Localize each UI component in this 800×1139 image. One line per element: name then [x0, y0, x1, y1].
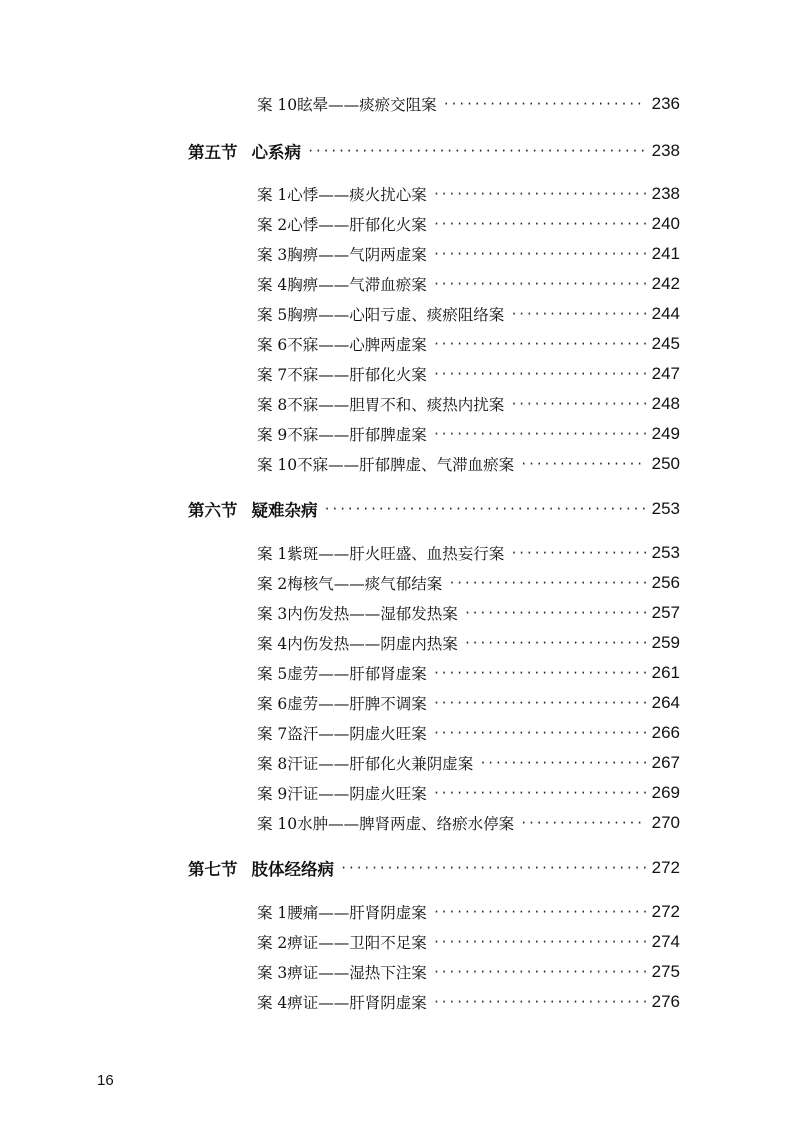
- case-number: 案 8: [257, 755, 288, 773]
- dot-leader: [433, 696, 646, 710]
- entry-page-number: 249: [651, 424, 680, 443]
- toc-section-entry: [188, 853, 680, 883]
- entry-title: 胸痹——气滞血瘀案: [287, 276, 427, 294]
- case-number: 案 7: [257, 725, 288, 743]
- dot-leader: [433, 995, 646, 1009]
- dot-leader: [464, 636, 646, 650]
- case-number: 案 3: [257, 964, 288, 982]
- toc-case-entry: [257, 239, 680, 269]
- toc-case-entry: [257, 179, 680, 209]
- dot-leader: [340, 861, 646, 875]
- entry-page-number: 248: [651, 394, 680, 413]
- case-number: 案 3: [257, 605, 288, 623]
- dot-leader: [433, 367, 646, 381]
- entry-title: 虚劳——肝脾不调案: [287, 695, 427, 713]
- toc-case-entry: [257, 748, 680, 778]
- entry-title: 痹证——肝肾阴虚案: [287, 994, 427, 1012]
- toc-case-entry: [257, 538, 680, 568]
- case-number: 案 9: [257, 785, 288, 803]
- dot-leader: [520, 816, 645, 830]
- dot-leader: [433, 965, 646, 979]
- case-number: 案 6: [257, 336, 288, 354]
- case-number: 案 4: [257, 994, 288, 1012]
- case-number: 案 10: [257, 96, 298, 114]
- entry-title: 痹证——卫阳不足案: [287, 934, 427, 952]
- dot-leader: [324, 502, 646, 516]
- entry-title: 盗汗——阴虚火旺案: [287, 725, 427, 743]
- case-number: 案 4: [257, 276, 288, 294]
- entry-page-number: 275: [651, 962, 680, 981]
- entry-page-number: 270: [651, 813, 680, 832]
- entry-page-number: 276: [651, 992, 680, 1011]
- entry-title: 疑难杂病: [251, 501, 318, 520]
- entry-title: 腰痛——肝肾阴虚案: [287, 904, 427, 922]
- case-number: 案 10: [257, 456, 298, 474]
- entry-title: 心系病: [251, 143, 301, 162]
- case-number: 案 4: [257, 635, 288, 653]
- dot-leader: [307, 144, 646, 158]
- dot-leader: [433, 277, 646, 291]
- case-number: 案 10: [257, 815, 298, 833]
- toc-case-entry: [257, 449, 680, 479]
- entry-page-number: 267: [651, 753, 680, 772]
- entry-title: 胸痹——心阳亏虚、痰瘀阻络案: [287, 306, 505, 324]
- toc-case-entry: [257, 628, 680, 658]
- toc-case-entry: [257, 299, 680, 329]
- entry-page-number: 256: [651, 573, 680, 592]
- toc-case-entry: [257, 897, 680, 927]
- toc-case-entry: [257, 598, 680, 628]
- case-number: 案 1: [257, 545, 288, 563]
- toc-case-entry: [257, 329, 680, 359]
- dot-leader: [479, 756, 645, 770]
- dot-leader: [433, 247, 646, 261]
- entry-title: 梅核气——痰气郁结案: [287, 575, 443, 593]
- dot-leader: [433, 666, 646, 680]
- entry-title: 汗证——阴虚火旺案: [287, 785, 427, 803]
- dot-leader: [433, 905, 646, 919]
- toc-case-entry: [257, 269, 680, 299]
- dot-leader: [433, 427, 646, 441]
- entry-title: 心悸——痰火扰心案: [287, 186, 427, 204]
- entry-page-number: 269: [651, 783, 680, 802]
- dot-leader: [433, 217, 646, 231]
- case-number: 案 2: [257, 216, 288, 234]
- toc-case-entry: [257, 957, 680, 987]
- toc-case-entry: [257, 89, 680, 119]
- entry-page-number: 274: [651, 932, 680, 951]
- entry-title: 不寐——胆胃不和、痰热内扰案: [287, 396, 505, 414]
- entry-page-number: 264: [651, 693, 680, 712]
- section-number: 第六节: [188, 501, 238, 520]
- entry-title: 内伤发热——湿郁发热案: [287, 605, 458, 623]
- dot-leader: [510, 397, 645, 411]
- toc-case-entry: [257, 778, 680, 808]
- toc-case-entry: [257, 688, 680, 718]
- case-number: 案 7: [257, 366, 288, 384]
- entry-title: 虚劳——肝郁肾虚案: [287, 665, 427, 683]
- entry-title: 胸痹——气阴两虚案: [287, 246, 427, 264]
- entry-title: 水肿——脾肾两虚、络瘀水停案: [297, 815, 515, 833]
- case-number: 案 9: [257, 426, 288, 444]
- entry-page-number: 244: [651, 304, 680, 323]
- entry-page-number: 257: [651, 603, 680, 622]
- case-number: 案 8: [257, 396, 288, 414]
- toc-case-entry: [257, 718, 680, 748]
- entry-page-number: 236: [651, 94, 680, 113]
- entry-title: 不寐——心脾两虚案: [287, 336, 427, 354]
- case-number: 案 6: [257, 695, 288, 713]
- entry-page-number: 266: [651, 723, 680, 742]
- entry-title: 不寐——肝郁化火案: [287, 366, 427, 384]
- entry-title: 肢体经络病: [251, 860, 334, 879]
- toc-case-entry: [257, 927, 680, 957]
- entry-page-number: 259: [651, 633, 680, 652]
- dot-leader: [443, 97, 646, 111]
- toc-case-entry: [257, 658, 680, 688]
- dot-leader: [510, 546, 645, 560]
- case-number: 案 5: [257, 306, 288, 324]
- toc-case-entry: [257, 209, 680, 239]
- toc-case-entry: [257, 987, 680, 1017]
- entry-page-number: 245: [651, 334, 680, 353]
- entry-page-number: 247: [651, 364, 680, 383]
- dot-leader: [433, 786, 646, 800]
- entry-page-number: 272: [651, 902, 680, 921]
- dot-leader: [433, 337, 646, 351]
- entry-title: 心悸——肝郁化火案: [287, 216, 427, 234]
- toc-section-entry: [188, 136, 680, 166]
- case-number: 案 3: [257, 246, 288, 264]
- entry-page-number: 253: [651, 499, 680, 518]
- toc-case-entry: [257, 808, 680, 838]
- entry-title: 不寐——肝郁脾虚、气滞血瘀案: [297, 456, 515, 474]
- entry-page-number: 240: [651, 214, 680, 233]
- dot-leader: [433, 187, 646, 201]
- dot-leader: [433, 935, 646, 949]
- toc-section-entry: [188, 494, 680, 524]
- entry-page-number: 261: [651, 663, 680, 682]
- toc-case-entry: [257, 389, 680, 419]
- case-number: 案 2: [257, 934, 288, 952]
- entry-title: 不寐——肝郁脾虚案: [287, 426, 427, 444]
- section-number: 第五节: [188, 143, 238, 162]
- entry-title: 内伤发热——阴虚内热案: [287, 635, 458, 653]
- entry-page-number: 241: [651, 244, 680, 263]
- entry-page-number: 238: [651, 141, 680, 160]
- toc-case-entry: [257, 419, 680, 449]
- dot-leader: [520, 457, 645, 471]
- entry-page-number: 242: [651, 274, 680, 293]
- entry-title: 紫斑——肝火旺盛、血热妄行案: [287, 545, 505, 563]
- dot-leader: [464, 606, 646, 620]
- toc-case-entry: [257, 359, 680, 389]
- entry-page-number: 253: [651, 543, 680, 562]
- entry-title: 眩晕——痰瘀交阻案: [297, 96, 437, 114]
- case-number: 案 2: [257, 575, 288, 593]
- dot-leader: [510, 307, 645, 321]
- page-number: 16: [97, 1072, 114, 1089]
- entry-title: 痹证——湿热下注案: [287, 964, 427, 982]
- case-number: 案 1: [257, 904, 288, 922]
- entry-page-number: 250: [651, 454, 680, 473]
- case-number: 案 1: [257, 186, 288, 204]
- section-number: 第七节: [188, 860, 238, 879]
- entry-page-number: 238: [651, 184, 680, 203]
- entry-title: 汗证——肝郁化火兼阴虚案: [287, 755, 474, 773]
- dot-leader: [448, 576, 645, 590]
- case-number: 案 5: [257, 665, 288, 683]
- toc-case-entry: [257, 568, 680, 598]
- entry-page-number: 272: [651, 858, 680, 877]
- dot-leader: [433, 726, 646, 740]
